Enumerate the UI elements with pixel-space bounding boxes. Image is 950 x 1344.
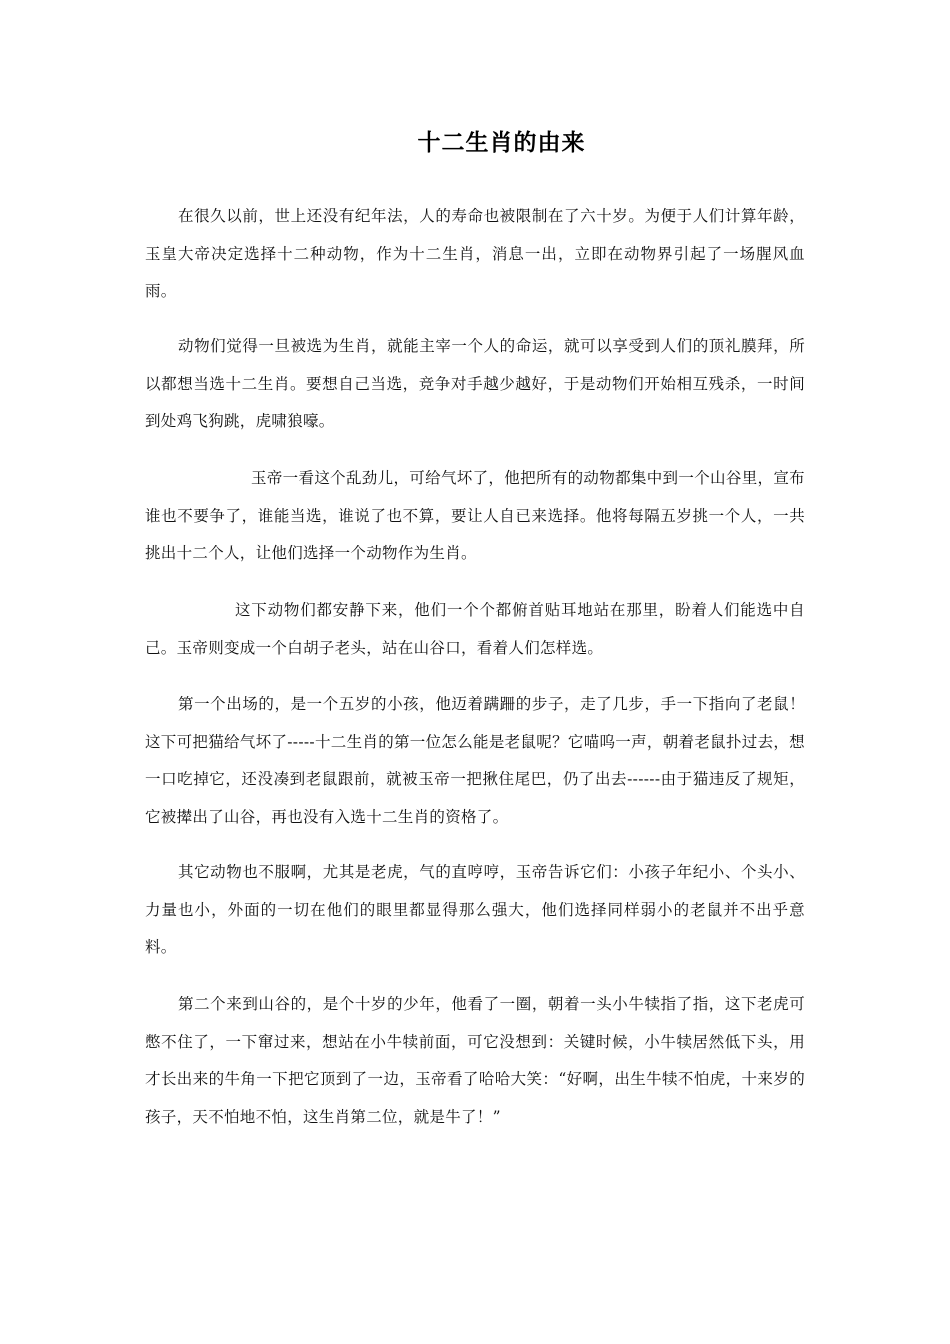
paragraph-first-choice-rat: 第一个出场的，是一个五岁的小孩，他迈着蹒跚的步子，走了几步，手一下指向了老鼠！这下可把猫给气坏了-----十二生肖的第一位怎么能是老鼠呢？它喵呜一声，朝着老鼠扑过去，想一口吃掉它，还没凑到老鼠跟前，就被玉帝一把揪住尾巴，仍了出去------由于猫违反了规矩，它被撵出了山谷，再也没有入选十二生肖的资格了。 [145,695,805,826]
paragraph-second-choice-ox: 第二个来到山谷的，是个十岁的少年，他看了一圈，朝着一头小牛犊指了指，这下老虎可憋不住了，一下窜过来，想站在小牛犊前面，可它没想到：关键时候，小牛犊居然低下头，用才长出来的牛角一下把它顶到了一边，玉帝看了哈哈大笑：“好啊，出生牛犊不怕虎，十来岁的孩子，天不怕地不怕，这生肖第二位，就是牛了！” [145,995,805,1126]
paragraph-animals-wait: 这下动物们都安静下来，他们一个个都俯首贴耳地站在那里，盼着人们能选中自己。玉帝则变成一个白胡子老头，站在山谷口，看着人们怎样选。 [145,601,805,657]
paragraph-intro: 在很久以前，世上还没有纪年法，人的寿命也被限制在了六十岁。为便于人们计算年龄，玉皇大帝决定选择十二种动物，作为十二生肖，消息一出，立即在动物界引起了一场腥风血雨。 [145,207,805,300]
paragraph-jade-emperor-rule: 玉帝一看这个乱劲儿，可给气坏了，他把所有的动物都集中到一个山谷里，宣布谁也不要争了，谁能当选，谁说了也不算，要让人自已来选择。他将每隔五岁挑一个人，一共挑出十二个人，让他们选择一个动物作为生肖。 [145,469,805,562]
paragraph-animals-compete: 动物们觉得一旦被选为生肖，就能主宰一个人的命运，就可以享受到人们的顶礼膜拜，所以都想当选十二生肖。要想自己当选，竞争对手越少越好，于是动物们开始相互残杀，一时间到处鸡飞狗跳，虎啸狼嚎。 [145,337,805,430]
paragraph-emperor-explains: 其它动物也不服啊，尤其是老虎，气的直哼哼，玉帝告诉它们：小孩子年纪小、个头小、力量也小，外面的一切在他们的眼里都显得那么强大，他们选择同样弱小的老鼠并不出乎意料。 [145,863,805,956]
page-title: 十二生肖的由来 [417,130,586,156]
